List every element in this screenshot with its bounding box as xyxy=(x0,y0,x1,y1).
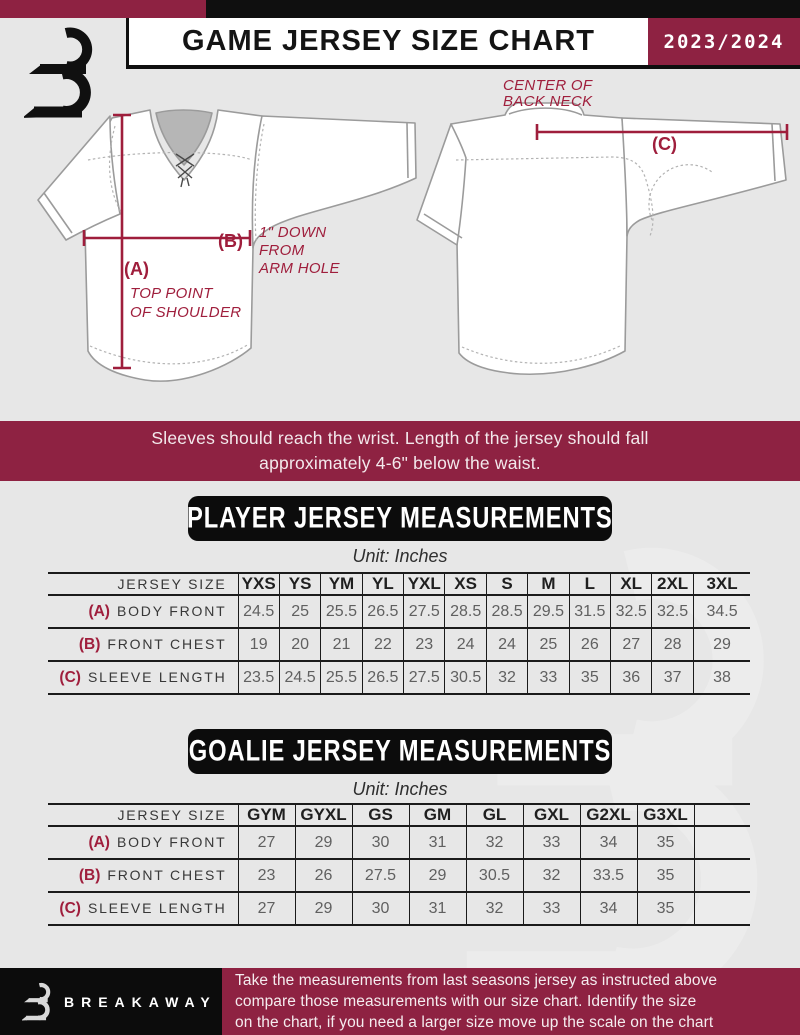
measurement-cell: 25 xyxy=(279,595,320,628)
row-label xyxy=(48,628,238,661)
size-column-header: YM xyxy=(321,573,362,595)
measurement-cell: 35 xyxy=(637,892,694,925)
measurement-cell: 30 xyxy=(352,826,409,859)
title-box xyxy=(126,18,648,65)
measurement-cell: 20 xyxy=(279,628,320,661)
measure-b-key: (B) xyxy=(218,231,243,251)
player-unit-label: Unit: Inches xyxy=(352,546,448,566)
measurement-cell: 24 xyxy=(445,628,486,661)
measurement-cell: 24 xyxy=(486,628,527,661)
measure-key: (A) xyxy=(88,833,110,851)
row-label xyxy=(48,892,238,925)
caption-line: FROM xyxy=(259,242,305,259)
season-box xyxy=(648,18,800,65)
size-column-header: G2XL xyxy=(580,804,637,826)
empty-column-header xyxy=(694,804,750,826)
measurement-cell: 32 xyxy=(466,826,523,859)
measurement-cell: 23 xyxy=(238,859,295,892)
size-column-header: YXS xyxy=(238,573,279,595)
caption-line: TOP POINT xyxy=(130,285,213,302)
footer-brand-block xyxy=(0,968,222,1035)
measurement-cell: 33 xyxy=(528,661,569,694)
measurement-cell: 28.5 xyxy=(445,595,486,628)
brand-name: BREAKAWAY xyxy=(64,993,217,1010)
measurement-cell: 27 xyxy=(238,826,295,859)
measurement-cell: 36 xyxy=(611,661,652,694)
center-back-neck-caption xyxy=(503,78,592,110)
measurement-cell: 28.5 xyxy=(486,595,527,628)
size-column-header: GYM xyxy=(238,804,295,826)
jersey-diagrams xyxy=(0,68,800,420)
measure-key: (C) xyxy=(59,668,81,686)
size-column-header: GM xyxy=(409,804,466,826)
size-column-header: XL xyxy=(611,573,652,595)
measurement-cell: 19 xyxy=(238,628,279,661)
measurement-cell: 35 xyxy=(569,661,610,694)
measurement-cell: 23 xyxy=(404,628,445,661)
top-strip-black xyxy=(206,0,800,18)
table-row xyxy=(48,826,750,859)
table-row xyxy=(48,595,750,628)
empty-cell xyxy=(694,859,750,892)
measurement-cell: 32.5 xyxy=(611,595,652,628)
measurement-cell: 25.5 xyxy=(321,661,362,694)
table-row xyxy=(48,892,750,925)
size-column-header: 3XL xyxy=(693,573,750,595)
measurement-cell: 26.5 xyxy=(362,661,403,694)
row-label xyxy=(48,661,238,694)
measurement-cell: 30 xyxy=(352,892,409,925)
measurement-cell: 29 xyxy=(409,859,466,892)
footer-note-line: Take the measurements from last seasons jersey as instructed above xyxy=(235,972,718,989)
footer-breakaway-logo xyxy=(22,981,56,1021)
measure-label: BODY FRONT xyxy=(116,602,227,619)
caption-line: BACK NECK xyxy=(503,93,593,110)
page-title: GAME JERSEY SIZE CHART xyxy=(181,25,596,57)
footer-instructions xyxy=(222,968,800,1035)
measurement-cell: 25 xyxy=(528,628,569,661)
measurement-cell: 34 xyxy=(580,892,637,925)
measure-a-key: (A) xyxy=(124,259,149,279)
caption-line: CENTER OF xyxy=(503,77,593,94)
size-column-header: M xyxy=(528,573,569,595)
caption-line: ARM HOLE xyxy=(259,260,340,277)
measurement-cell: 32 xyxy=(486,661,527,694)
size-column-header: YXL xyxy=(404,573,445,595)
empty-cell xyxy=(694,892,750,925)
measurement-cell: 29 xyxy=(295,892,352,925)
measurement-cell: 24.5 xyxy=(279,661,320,694)
measurement-cell: 27.5 xyxy=(404,595,445,628)
jersey-size-corner-label: JERSEY SIZE xyxy=(48,573,238,595)
measurement-cell: 28 xyxy=(652,628,693,661)
measurement-cell: 33 xyxy=(523,826,580,859)
measurement-cell: 24.5 xyxy=(238,595,279,628)
season-label: 2023/2024 xyxy=(663,30,785,53)
measure-key: (C) xyxy=(59,899,81,917)
measurement-cell: 23.5 xyxy=(238,661,279,694)
measurement-cell: 38 xyxy=(693,661,750,694)
measurement-cell: 33 xyxy=(523,892,580,925)
measure-label: SLEEVE LENGTH xyxy=(87,668,227,685)
measure-key: (B) xyxy=(78,635,101,653)
size-column-header: G3XL xyxy=(637,804,694,826)
fit-note-line: Sleeves should reach the wrist. Length of the jersey should fall xyxy=(151,428,649,448)
measure-c-key: (C) xyxy=(652,134,677,154)
header-band xyxy=(126,18,800,69)
measurement-cell: 34.5 xyxy=(693,595,750,628)
player-section-banner xyxy=(188,496,612,541)
measurement-cell: 33.5 xyxy=(580,859,637,892)
goalie-section-title: GOALIE JERSEY MEASUREMENTS xyxy=(188,734,612,768)
size-column-header: S xyxy=(486,573,527,595)
size-column-header: GS xyxy=(352,804,409,826)
player-section-title: PLAYER JERSEY MEASUREMENTS xyxy=(187,501,613,535)
footer-note-line: compare those measurements with our size chart. Identify the size xyxy=(235,993,697,1010)
top-point-caption xyxy=(130,284,241,322)
measurement-cell: 26.5 xyxy=(362,595,403,628)
measurement-cell: 30.5 xyxy=(466,859,523,892)
goalie-measurements-table xyxy=(48,803,750,926)
measurement-cell: 32 xyxy=(466,892,523,925)
goalie-section-banner xyxy=(188,729,612,774)
size-column-header: GXL xyxy=(523,804,580,826)
empty-cell xyxy=(694,826,750,859)
table-row xyxy=(48,628,750,661)
arm-hole-caption xyxy=(259,224,340,278)
top-strip-maroon xyxy=(0,0,206,18)
size-column-header: 2XL xyxy=(652,573,693,595)
size-column-header: GL xyxy=(466,804,523,826)
measure-label: SLEEVE LENGTH xyxy=(87,899,227,916)
measurement-cell: 29 xyxy=(295,826,352,859)
caption-line: OF SHOULDER xyxy=(130,304,242,321)
size-column-header: YS xyxy=(279,573,320,595)
measurement-cell: 22 xyxy=(362,628,403,661)
footer-note-line: on the chart, if you need a larger size move up the scale on the chart xyxy=(235,1014,714,1031)
measurement-cell: 30.5 xyxy=(445,661,486,694)
measurement-cell: 31 xyxy=(409,892,466,925)
measurement-cell: 34 xyxy=(580,826,637,859)
row-label xyxy=(48,826,238,859)
measurement-cell: 27.5 xyxy=(404,661,445,694)
measurement-cell: 35 xyxy=(637,826,694,859)
goalie-unit-label: Unit: Inches xyxy=(352,779,448,799)
measurement-cell: 29 xyxy=(693,628,750,661)
measure-key: (B) xyxy=(78,866,101,884)
measure-key: (A) xyxy=(88,602,110,620)
size-column-header: XS xyxy=(445,573,486,595)
jersey-size-corner-label: JERSEY SIZE xyxy=(48,804,238,826)
measurement-cell: 32.5 xyxy=(652,595,693,628)
measurement-cell: 27.5 xyxy=(352,859,409,892)
measurement-cell: 21 xyxy=(321,628,362,661)
measurement-cell: 25.5 xyxy=(321,595,362,628)
measurement-cell: 31.5 xyxy=(569,595,610,628)
measure-label: FRONT CHEST xyxy=(107,866,227,883)
caption-line: 1" DOWN xyxy=(259,224,327,241)
player-measurements-table xyxy=(48,572,750,695)
row-label xyxy=(48,595,238,628)
fit-note-banner xyxy=(0,421,800,481)
measurement-cell: 27 xyxy=(611,628,652,661)
measurement-cell: 26 xyxy=(295,859,352,892)
measurement-cell: 29.5 xyxy=(528,595,569,628)
table-row xyxy=(48,859,750,892)
measurement-cell: 37 xyxy=(652,661,693,694)
size-column-header: YL xyxy=(362,573,403,595)
measurement-cell: 26 xyxy=(569,628,610,661)
table-row xyxy=(48,661,750,694)
measurement-cell: 27 xyxy=(238,892,295,925)
fit-note-line: approximately 4-6" below the waist. xyxy=(259,453,541,473)
row-label xyxy=(48,859,238,892)
size-column-header: L xyxy=(569,573,610,595)
measure-label: FRONT CHEST xyxy=(107,635,227,652)
measure-label: BODY FRONT xyxy=(116,833,227,850)
size-column-header: GYXL xyxy=(295,804,352,826)
measurement-cell: 35 xyxy=(637,859,694,892)
measurement-cell: 32 xyxy=(523,859,580,892)
back-jersey-diagram xyxy=(417,103,786,374)
measurement-cell: 31 xyxy=(409,826,466,859)
